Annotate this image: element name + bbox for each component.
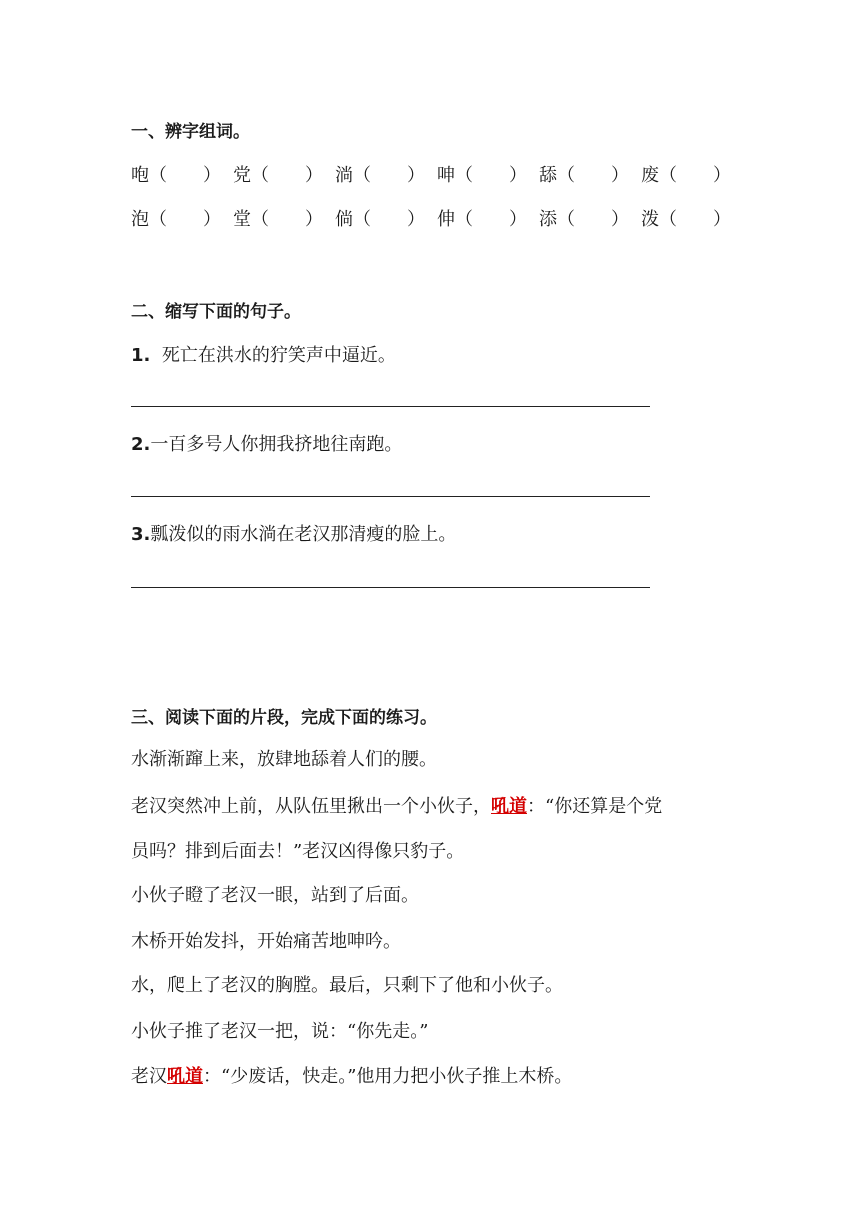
char-item <box>641 161 731 187</box>
paren-blank[interactable]: （ ） <box>455 165 527 186</box>
passage-line <box>131 792 662 818</box>
answer-line[interactable] <box>131 496 650 497</box>
section2-heading: 二、缩写下面的句子。 <box>131 302 301 322</box>
paren-blank[interactable]: （ ） <box>659 209 731 230</box>
char-item <box>233 161 323 187</box>
paren-blank[interactable]: （ ） <box>251 209 323 230</box>
char-item <box>641 205 731 231</box>
char-item <box>335 205 425 231</box>
char-item <box>131 161 221 187</box>
passage-text: ：“你还算是个党 <box>527 796 663 817</box>
paren-blank[interactable]: （ ） <box>353 165 425 186</box>
paren-blank[interactable]: （ ） <box>557 209 629 230</box>
passage-line: 小伙子推了老汉一把，说：“你先走。” <box>131 1021 429 1042</box>
passage-line: 水，爬上了老汉的胸膛。最后，只剩下了他和小伙子。 <box>131 975 563 996</box>
paren-blank[interactable]: （ ） <box>149 209 221 230</box>
char: 伸 <box>437 209 455 230</box>
char: 废 <box>641 165 659 186</box>
char-item <box>233 205 323 231</box>
char: 泡 <box>131 209 149 230</box>
paren-blank[interactable]: （ ） <box>455 209 527 230</box>
passage-line: 木桥开始发抖，开始痛苦地呻吟。 <box>131 931 401 952</box>
char: 添 <box>539 209 557 230</box>
passage-text: 老汉突然冲上前，从队伍里揪出一个小伙子， <box>131 796 491 817</box>
section3-heading: 三、阅读下面的片段，完成下面的练习。 <box>131 708 437 728</box>
paren-blank[interactable]: （ ） <box>251 165 323 186</box>
sentence-text: 瓢泼似的雨水淌在老汉那清瘦的脸上。 <box>150 524 457 545</box>
char: 泼 <box>641 209 659 230</box>
item-number: 3. <box>131 524 151 545</box>
passage-line <box>131 1062 572 1088</box>
sentence-item-2 <box>131 430 402 456</box>
answer-line[interactable] <box>131 406 650 407</box>
char-item <box>335 161 425 187</box>
passage-text: 老汉 <box>131 1066 167 1087</box>
char: 倘 <box>335 209 353 230</box>
sentence-item-3 <box>131 520 456 546</box>
sentence-text: 一百多号人你拥我挤地往南跑。 <box>150 434 403 455</box>
char-item <box>437 161 527 187</box>
char: 党 <box>233 165 251 186</box>
passage-text: ：“少废话，快走。”他用力把小伙子推上木桥。 <box>203 1066 573 1087</box>
char: 舔 <box>539 165 557 186</box>
paren-blank[interactable]: （ ） <box>659 165 731 186</box>
char: 咆 <box>131 165 149 186</box>
char-row-1 <box>131 161 731 187</box>
highlighted-word: 吼道 <box>491 796 527 817</box>
char-item <box>131 205 221 231</box>
answer-line[interactable] <box>131 587 650 588</box>
char-row-2 <box>131 205 731 231</box>
item-number: 1. <box>131 345 151 366</box>
passage-line: 员吗？排到后面去！”老汉凶得像只豹子。 <box>131 841 465 862</box>
paren-blank[interactable]: （ ） <box>557 165 629 186</box>
highlighted-word: 吼道 <box>167 1066 203 1087</box>
section1-heading: 一、辨字组词。 <box>131 122 250 142</box>
char: 堂 <box>233 209 251 230</box>
sentence-text: 死亡在洪水的狞笑声中逼近。 <box>150 345 396 366</box>
char-item <box>437 205 527 231</box>
item-number: 2. <box>131 434 151 455</box>
sentence-item-1 <box>131 341 396 367</box>
char-item <box>539 205 629 231</box>
paren-blank[interactable]: （ ） <box>353 209 425 230</box>
char: 淌 <box>335 165 353 186</box>
passage-line: 水渐渐蹿上来，放肆地舔着人们的腰。 <box>131 749 437 770</box>
passage-line: 小伙子瞪了老汉一眼，站到了后面。 <box>131 885 419 906</box>
char-item <box>539 161 629 187</box>
paren-blank[interactable]: （ ） <box>149 165 221 186</box>
char: 呻 <box>437 165 455 186</box>
